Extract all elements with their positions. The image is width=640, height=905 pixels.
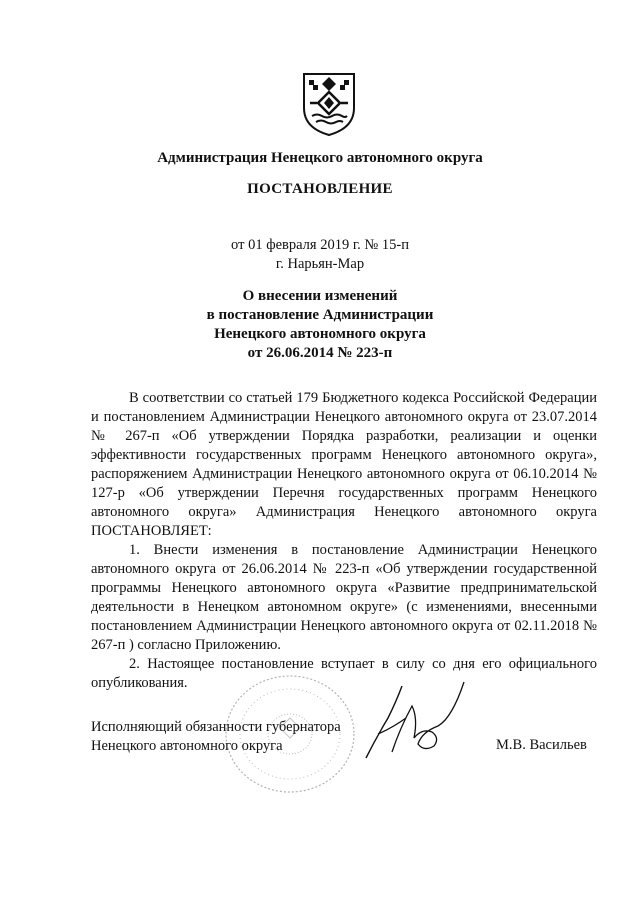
item-paragraph-1: 1. Внести изменения в постановление Администрации Ненецкого автономного округа от 26.06.2014 № 223-п «Об утверждении государственной программы Ненецкого автономного округа «Развитие предпринимательской деятельности в Ненецком автономном округе» (с изменениями, внесенными постановлением Администрации Ненецкого автономного округа от 02.11.2018 № 267-п ) согласно Приложению. [91, 542, 597, 653]
item-paragraph-2: 2. Настоящее постановление вступает в силу со дня его официального опубликования. [91, 656, 597, 691]
subject-line: от 26.06.2014 № 223-п [247, 345, 393, 361]
position-line: Исполняющий обязанности губернатора [91, 719, 341, 735]
signatory-position [91, 718, 341, 756]
subject-line: О внесении изменений [242, 288, 398, 304]
date-and-number: от 01 февраля 2019 г. № 15-п [231, 237, 409, 253]
document-subject [0, 287, 640, 363]
subject-line: в постановление Администрации [206, 307, 434, 323]
preamble-paragraph: В соответствии со статьей 179 Бюджетного кодекса Российской Федерации и постановлением Администрации Ненецкого автономного округа от 23.07.2014 № 267-п «Об утверждении Порядка разработки, реализации и оценки эффективности государственных программ Ненецкого автономного округа», распоряжением Администрации Ненецкого автономного округа от 06.10.2014 № 127-р «Об утверждении Перечня государственных программ Ненецкого автономного округа» Администрация Ненецкого автономного округа ПОСТАНОВЛЯЕТ: [91, 390, 597, 539]
coat-of-arms-emblem [300, 68, 358, 138]
subject-line: Ненецкого автономного округа [214, 326, 426, 342]
city: г. Нарьян-Мар [275, 256, 365, 272]
document-body [91, 389, 597, 693]
handwritten-signature [362, 678, 467, 766]
date-city-block [0, 236, 640, 274]
organization-name: Администрация Ненецкого автономного округа [157, 150, 483, 166]
document-type: ПОСТАНОВЛЕНИЕ [247, 181, 393, 197]
signatory-name: М.В. Васильев [496, 737, 587, 753]
position-line: Ненецкого автономного округа [91, 738, 283, 754]
